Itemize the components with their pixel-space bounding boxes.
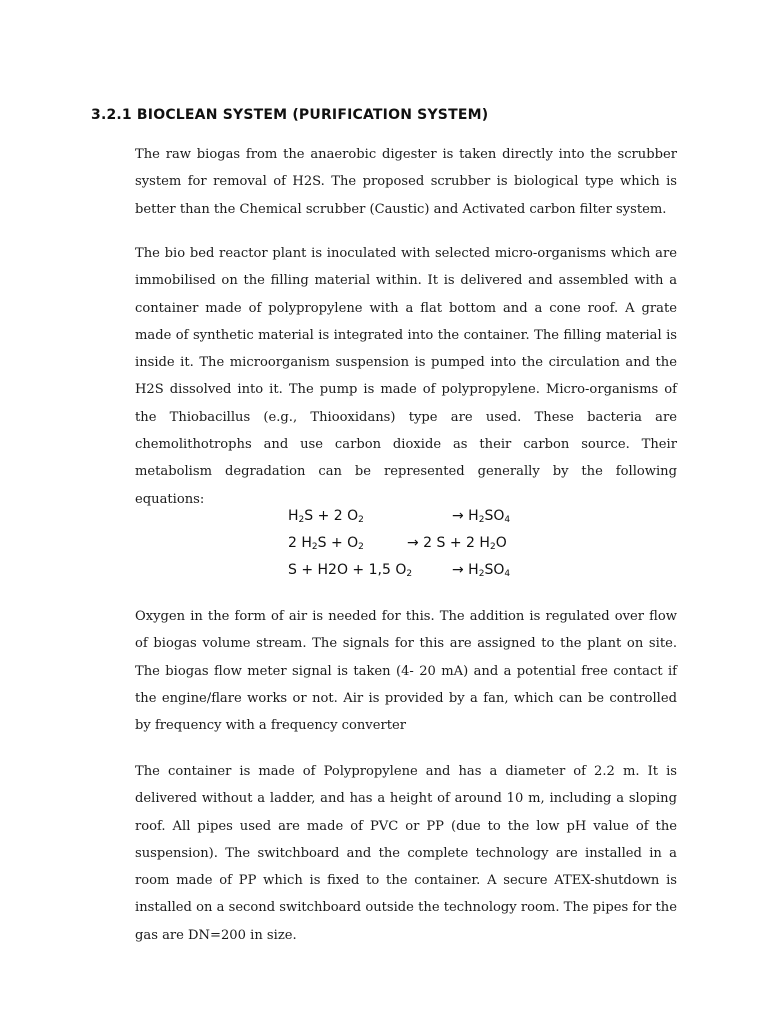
equation-products: → 2 S + 2 $H_2O$ <box>407 535 507 552</box>
equation-products: → $H_2SO_4$ <box>452 562 511 579</box>
equation-reactants: 2 $H_2S + O_2$ <box>288 535 364 552</box>
paragraph-oxygen-supply: Oxygen in the form of air is needed for this. The addition is regulated over flow of biogas volume stream. The signals for this are assigned to the plant on site. The biogas flow meter signal is taken (4- 20 mA) and a potential free contact if the engine/flare works or not. Air is provided by a fan, which can be controlled by frequency with a frequency converter <box>135 609 677 734</box>
equation-reactants: $H_2S + 2$ $O_2$ <box>288 508 364 525</box>
paragraph-container-specs: The container is made of Polypropylene and has a diameter of 2.2 m. It is delivered without a ladder, and has a height of around 10 m, including a sloping roof. All pipes used are made of PVC or PP (due to the low pH value of the suspension). The switchboard and the complete technology are installed in a room made of PP which is fixed to the container. A secure ATEX-shutdown is installed on a second switchboard outside the technology room. The pipes for the gas are DN=200 in size. <box>135 764 677 943</box>
paragraph-bio-bed-reactor: The bio bed reactor plant is inoculated with selected micro-organisms which are immobilised on the filling material within. It is delivered and assembled with a container made of polypropylene with a flat bottom and a cone roof. A grate made of synthetic material is integrated into the container. The filling material is inside it. The microorganism suspension is pumped into the circulation and the H2S dissolved into it. The pump is made of polypropylene. Micro-organisms of the Thiobacillus (e.g., Thiooxidans) type are used. These bacteria are chemolithotrophs and use carbon dioxide as their carbon source. Their metabolism degradation can be represented generally by the following equations: <box>135 246 677 507</box>
equation-products: → $H_2SO_4$ <box>452 508 511 525</box>
equation-reactants: S + H2O + 1,5 $O_2$ <box>288 562 413 579</box>
section-heading: 3.2.1 BIOCLEAN SYSTEM (PURIFICATION SYSTEM) <box>91 107 489 123</box>
paragraph-intro: The raw biogas from the anaerobic digester is taken directly into the scrubber system for removal of H2S. The proposed scrubber is biological type which is better than the Chemical scrubber (Caustic) and Activated carbon filter system. <box>135 147 677 217</box>
